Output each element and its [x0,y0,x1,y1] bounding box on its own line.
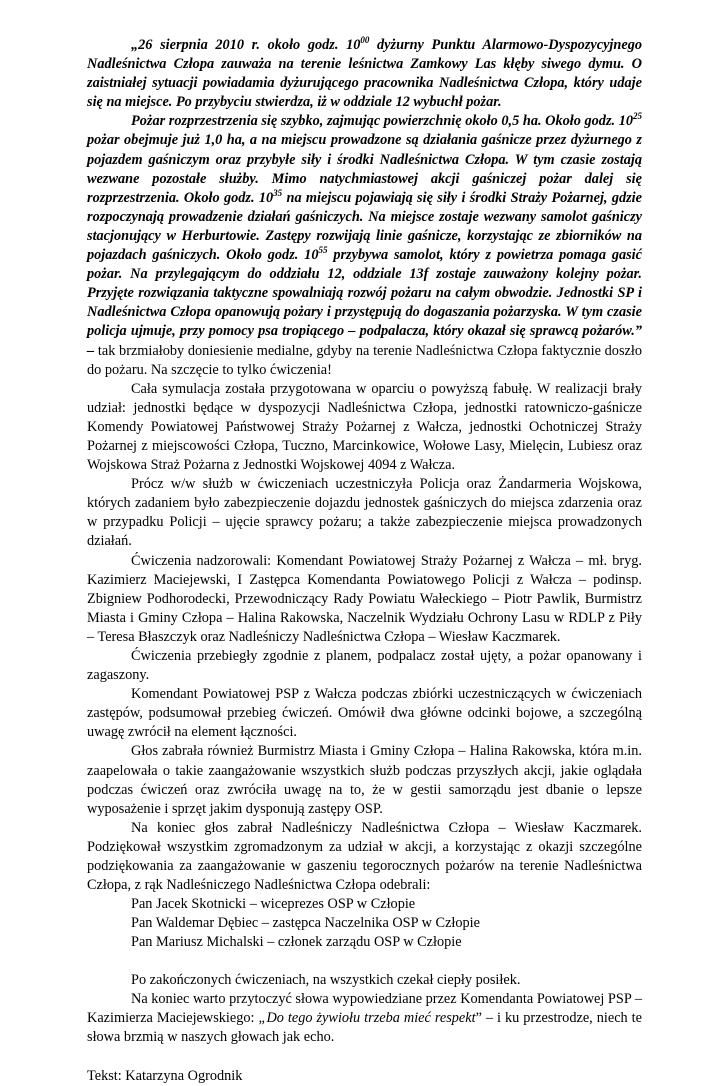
commander-summary-paragraph: Komendant Powiatowej PSP z Wałcza podczas zbiórki uczestniczących w ćwiczeniach zastępów, podsumował przebieg ćwiczeń. Omówił dwa główne odcinki bojowe, a szczególną uwagę zwrócił na element łączności. [87,686,642,741]
list-item: Pan Jacek Skotnicki – wiceprezes OSP w Człopie [131,896,416,913]
outcome-paragraph: Ćwiczenia przebiegły zgodnie z planem, podpalacz został ujęty, a pożar opanowany i zagaszony. [87,648,642,684]
participants-paragraph: Cała symulacja została przygotowana w oparciu o powyższą fabułę. W realizacji brały udział: jednostki będące w dyspozycji Nadleśnictwa Człopa, jednostki ratowniczo-gaśnicze Komendy Powiatowej Państwowej Straży Pożarnej z Wałcza, jednostki Ochotniczej Straży Pożarnej z miejscowości Człopa, Tuczno, Marcinkowice, Wołowe Lasy, Mielęcin, Lubiesz oraz Wojskowa Straż Pożarna z Jednostki Wojskowej 4094 z Wałcza. [87,380,642,474]
supervisors-paragraph: Ćwiczenia nadzorowali: Komendant Powiatowej Straży Pożarnej z Wałcza – mł. bryg. Kazimierz Maciejewski, I Zastępca Komendanta Powiatowego Policji z Wałcza – podinsp. Zbigniew Podhorodecki, Przewodniczący Rady Powiatu Wałeckiego – Piotr Pawlik, Burmistrz Miasta i Gminy Człopa – Halina Rakowska, Naczelnik Wydziału Ochrony Lasu w RDLP z Piły – Teresa Błaszczyk oraz Nadleśniczy Nadleśnictwa Człopa – Wiesław Kaczmarek. [87,552,642,645]
scenario-continuation-paragraph: Pożar rozprzestrzenia się szybko, zajmując powierzchnię około 0,5 ha. Około godz. $10^{25}$ pożar obejmuje już 1,0 ha, a na miejscu prowadzone są działania gaśnicze przez dyżurnego z pojazdem gaśniczym oraz przybyłe siły i środki Nadleśnictwa Człopa. W tym czasie zostają wezwane pozostałe służby. Mimo natychmiastowej akcji gaśniczej pożar dalej się rozprzestrzenia. Około godz. $10^{35}$ na miejscu pojawiają się siły i środki Straży Pożarnej, gdzie rozpoczynają prowadzenie działań gaśniczych. Na miejsce zostaje wezwany samolot gaśniczy stacjonujący w Herburtowie. Zastępy rozwijają linie gaśnicze, korzystając ze zbiorników na pojazdach gaśniczych. Około godz. $10^{55}$ przybywa samolot, który z powietrza pomaga gasić pożar. Na przylegającym do oddziału 12, oddziale 13f zostaje zauważony kolejny pożar. Przyjęte rozwiązania taktyczne spowalniają rozwój pożaru na całym obwodzie. Jednostki SP i Nadleśnictwa Człopa opanowują pożary i przystępują do dogaszania pożarzyska. W tym czasie policja ujmuje, przy pomocy psa tropiącego – podpalacza, który okazał się sprawcą pożarów.” – tak brzmiałoby doniesienie medialne, gdyby na terenie Nadleśnictwa Człopa faktycznie doszło do pożaru. Na szczęcie to tylko ćwiczenia! [87,111,643,378]
spacer [87,953,642,971]
intro-scenario-paragraph: „26 sierpnia 2010 r. około godz. $10^{00}$ dyżurny Punktu Alarmowo-Dyspozycyjnego Nadleśnictwa Człopa zauważa na terenie leśnictwa Zamkowy Las kłęby siwego dymu. O zaistniałej sytuacji powiadamia dyżurującego pracownika Nadleśnictwa Człopa, który udaje się na miejsce. Po przybyciu stwierdza, iż w oddziale 12 wybuchł pożar. [87,35,642,111]
meal-paragraph: Po zakończonych ćwiczeniach, na wszystkich czekał ciepły posiłek. [131,971,521,988]
forester-speech-paragraph: Na koniec głos zabrał Nadleśniczy Nadleśnictwa Człopa – Wiesław Kaczmarek. Podziękował wszystkim zgromadzonym za udział w akcji, a korzystając z okazji szczególne podziękowania za zaangażowanie w gaszeniu tegorocznych pożarów na terenie Nadleśnictwa Człopa, z rąk Nadleśniczego Nadleśnictwa Człopa odebrali: [87,819,642,894]
police-paragraph: Prócz w/w służb w ćwiczeniach uczestniczyła Policja oraz Żandarmeria Wojskowa, których zadaniem było zabezpieczenie dojazdu jednostek gaśniczych do miejsca zdarzenia oraz w przypadku Policji – ujęcie sprawcy pożaru; a także zabezpieczenie miejsca prowadzonych działań. [87,476,642,550]
author-credit: Tekst: Katarzyna Ogrodnik [87,1067,243,1084]
mayor-speech-paragraph: Głos zabrała również Burmistrz Miasta i Gminy Człopa – Halina Rakowska, która m.in. zaapelowała o takie zaangażowanie wszystkich służb podczas przyszłych akcji, jakie oglądała podczas ćwiczeń oraz zwróciła uwagę na to, że w gestii samorządu jest dbanie o lepsze wyposażenie i sprzęt jakim dysponują zastępy OSP. [87,743,642,817]
list-item: Pan Waldemar Dębiec – zastępca Naczelnika OSP w Człopie [131,915,480,932]
recipients-list [87,895,642,952]
closing-quote-paragraph: Na koniec warto przytoczyć słowa wypowiedziane przez Komendanta Powiatowej PSP – Kazimierza Maciejewskiego: „Do tego żywiołu trzeba mieć respekt” – i ku przestrodze, niech te słowa brzmią w naszych głowach jak echo. [87,990,642,1045]
list-item: Pan Mariusz Michalski – członek zarządu OSP w Człopie [131,934,462,951]
